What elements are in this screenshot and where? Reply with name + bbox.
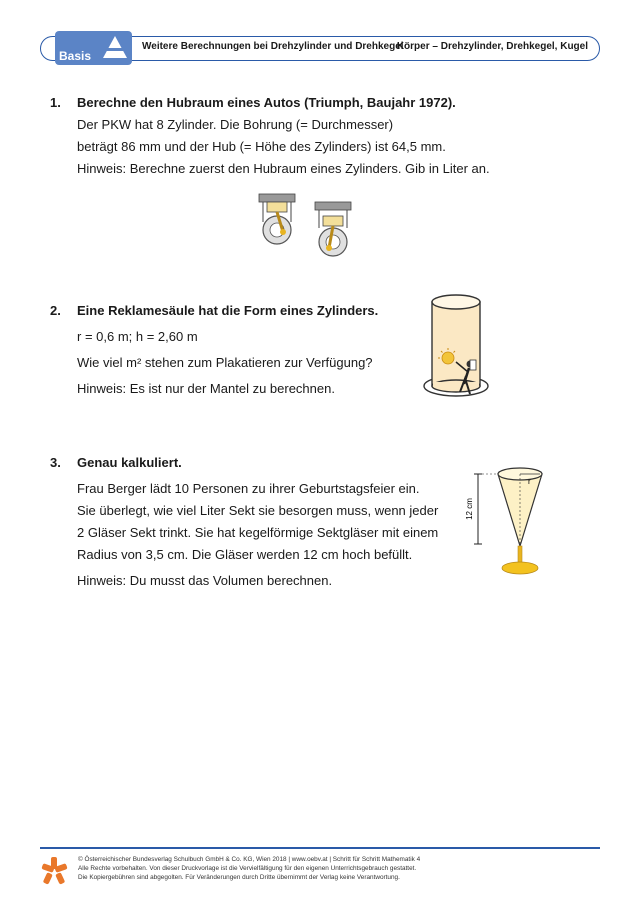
task-line: Der PKW hat 8 Zylinder. Die Bohrung (= Durchmesser) <box>77 117 394 132</box>
triangle-icon <box>102 34 128 60</box>
footer-line: Alle Rechte vorbehalten. Von dieser Druckvorlage ist die Vervielfältigung für den eigenen Unterrichtsgebrauch gestattet. <box>78 865 417 872</box>
task-line: r = 0,6 m; h = 2,60 m <box>77 329 198 344</box>
task-line: Hinweis: Du musst das Volumen berechnen. <box>77 573 333 588</box>
task-line: Wie viel m² stehen zum Plakatieren zur Verfügung? <box>77 355 373 370</box>
task-number: 3. <box>50 455 61 470</box>
task-title: Eine Reklamesäule hat die Form eines Zylinders. <box>77 303 379 318</box>
task-line: Radius von 3,5 cm. Die Gläser werden 12 cm hoch befüllt. <box>77 547 413 562</box>
level-badge <box>55 31 132 65</box>
publisher-logo-icon <box>40 855 68 885</box>
badge-label: Basis <box>59 49 92 63</box>
piston-left-icon <box>259 194 295 244</box>
piston-right-icon <box>315 202 351 256</box>
task-line: Frau Berger lädt 10 Personen zu ihrer Geburtstagsfeier ein. <box>77 481 420 496</box>
task-line: beträgt 86 mm und der Hub (= Höhe des Zylinders) ist 64,5 mm. <box>77 139 446 154</box>
topic-title: Körper – Drehzylinder, Drehkegel, Kugel <box>396 41 588 52</box>
task-title: Berechne den Hubraum eines Autos (Triumph, Baujahr 1972). <box>77 95 456 110</box>
footer-line: © Österreichischer Bundesverlag Schulbuch GmbH & Co. KG, Wien 2018 | www.oebv.at | Schritt für Schritt Mathematik 4 <box>78 856 421 863</box>
advertising-column-illustration <box>418 292 498 412</box>
height-label: 12 cm <box>465 498 474 520</box>
task-line: Sie überlegt, wie viel Liter Sekt sie besorgen muss, wenn jeder <box>77 503 439 518</box>
footer-copyright <box>78 855 420 882</box>
footer-line: Die Kopiergebühren sind abgegolten. Für Veränderungen durch Dritte übernimmt der Verlag keine Verantwortung. <box>78 874 400 881</box>
page-title: Weitere Berechnungen bei Drehzylinder und Drehkegel <box>142 41 404 52</box>
footer-divider <box>40 847 600 849</box>
radius-label: r <box>528 477 531 486</box>
task-line: Hinweis: Es ist nur der Mantel zu berechnen. <box>77 381 335 396</box>
task-number: 2. <box>50 303 61 318</box>
task-line: Hinweis: Berechne zuerst den Hubraum eines Zylinders. Gib in Liter an. <box>77 161 490 176</box>
task-title: Genau kalkuliert. <box>77 455 182 470</box>
task-number: 1. <box>50 95 61 110</box>
champagne-glass-illustration <box>462 462 572 582</box>
piston-illustration <box>255 190 363 260</box>
task-line: 2 Gläser Sekt trinkt. Sie hat kegelförmige Sektgläser mit einem <box>77 525 439 540</box>
